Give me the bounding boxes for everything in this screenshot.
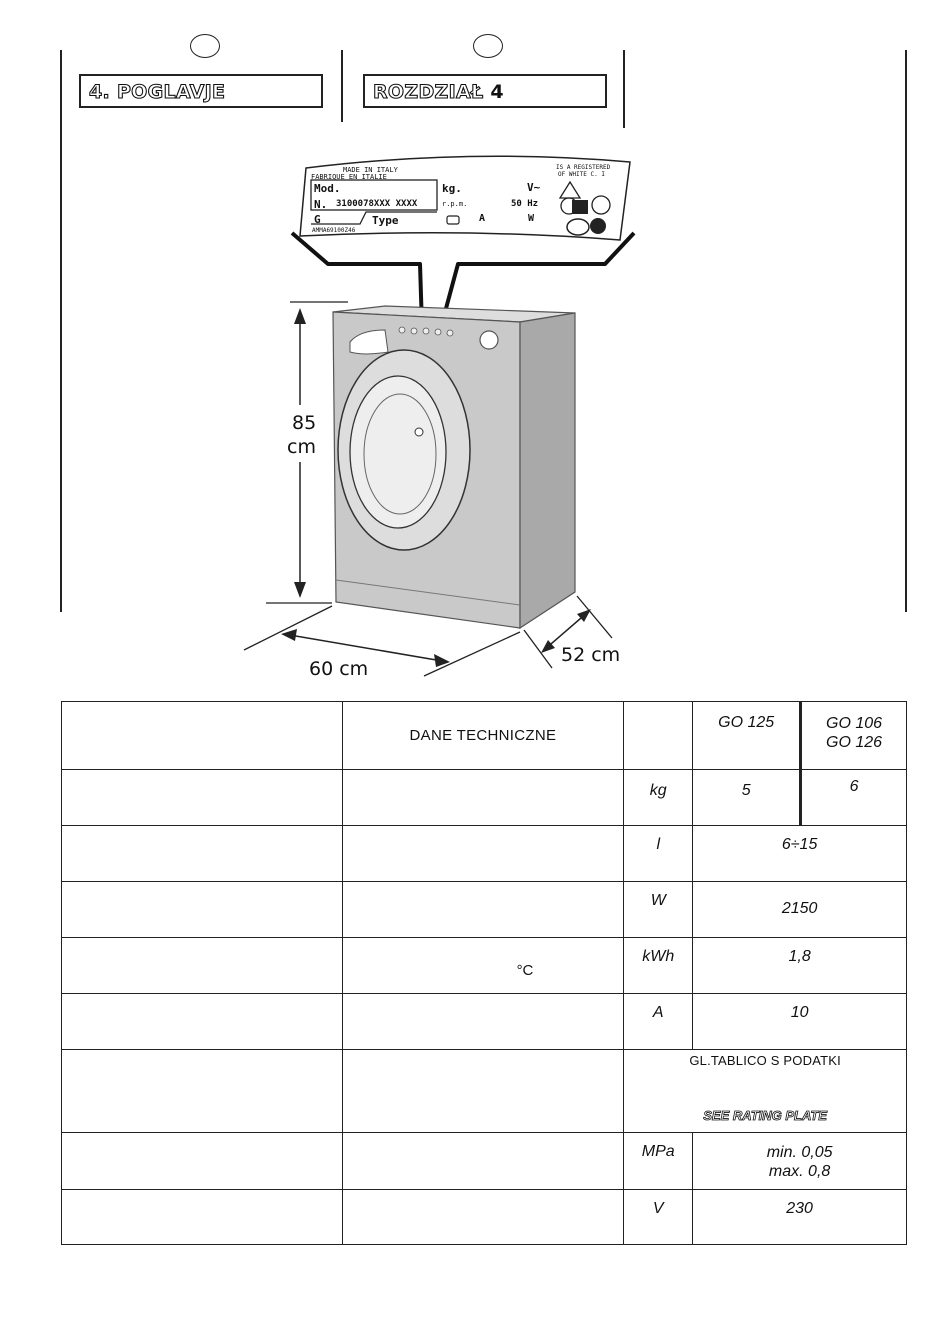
chapter-title-right: ROZDZIAŁ 4 <box>363 74 607 108</box>
table-row <box>62 1050 907 1133</box>
capacity-go106: 6 <box>849 778 859 795</box>
unit-v: V <box>652 1200 664 1217</box>
table-row <box>62 1133 907 1190</box>
table-row <box>62 882 907 938</box>
plate-registered-2: OF WHITE C. I <box>558 171 605 178</box>
capacity-go125: 5 <box>741 782 751 799</box>
plate-code: AMMA69100Z46 <box>312 227 356 234</box>
plate-rpm: r.p.m. <box>442 200 468 208</box>
unit-w: W <box>650 892 666 909</box>
height-value-label: 85 <box>292 412 317 434</box>
plate-made-in: MADE IN ITALY <box>343 166 398 174</box>
energy-value: 1,8 <box>788 948 811 965</box>
table-header-row <box>62 702 907 770</box>
plate-g: G <box>314 213 321 226</box>
plate-fabrique: FABRIQUE EN ITALIE <box>311 173 387 181</box>
voltage-value: 230 <box>786 1200 813 1217</box>
program-knob <box>480 331 498 349</box>
plate-type: Type <box>372 214 399 227</box>
unit-kg: kg <box>649 782 667 799</box>
plate-symbol-icon-4 <box>590 218 606 234</box>
plate-hz: 50 Hz <box>511 199 539 209</box>
plate-kg: kg. <box>442 182 462 195</box>
technical-data-table <box>61 701 907 1245</box>
temperature-unit: °C <box>516 962 534 979</box>
height-unit-label: cm <box>287 436 316 458</box>
plate-symbol-icon-2 <box>572 200 588 214</box>
plate-serial: 3100078XXX XXXX <box>336 199 418 209</box>
see-plate-polish: GL.TABLICO S PODATKI <box>689 1053 841 1068</box>
unit-a: A <box>652 1004 664 1021</box>
table-row <box>62 770 907 826</box>
pressure-max: max. 0,8 <box>768 1163 831 1180</box>
power-value: 2150 <box>781 900 818 917</box>
plate-amp: A <box>479 213 486 224</box>
model-go125: GO 125 <box>718 714 775 731</box>
unit-l: l <box>656 836 661 853</box>
table-row <box>62 1190 907 1245</box>
unit-mpa: MPa <box>641 1143 675 1160</box>
water-consumption: 6÷15 <box>781 836 818 853</box>
table-row <box>62 938 907 994</box>
fuse-value: 10 <box>790 1004 809 1021</box>
plate-watt: W <box>528 213 535 224</box>
model-go106: GO 106 <box>826 715 883 732</box>
width-label: 60 cm <box>309 658 369 680</box>
plate-registered: IS A REGISTERED <box>556 164 611 171</box>
model-go126: GO 126 <box>826 734 883 751</box>
table-row <box>62 994 907 1050</box>
plate-volt: V~ <box>527 181 541 194</box>
depth-label: 52 cm <box>561 644 621 666</box>
table-row <box>62 826 907 882</box>
machine-side <box>520 313 575 628</box>
table-title: DANE TECHNICZNE <box>409 726 557 744</box>
plate-mod: Mod. <box>314 182 341 195</box>
plate-n: N. <box>314 198 328 211</box>
unit-kwh: kWh <box>642 948 675 965</box>
see-rating-plate: SEE RATING PLATE <box>703 1108 828 1123</box>
pressure-min: min. 0,05 <box>766 1144 833 1161</box>
chapter-title-left: 4. POGLAVJE <box>79 74 323 108</box>
